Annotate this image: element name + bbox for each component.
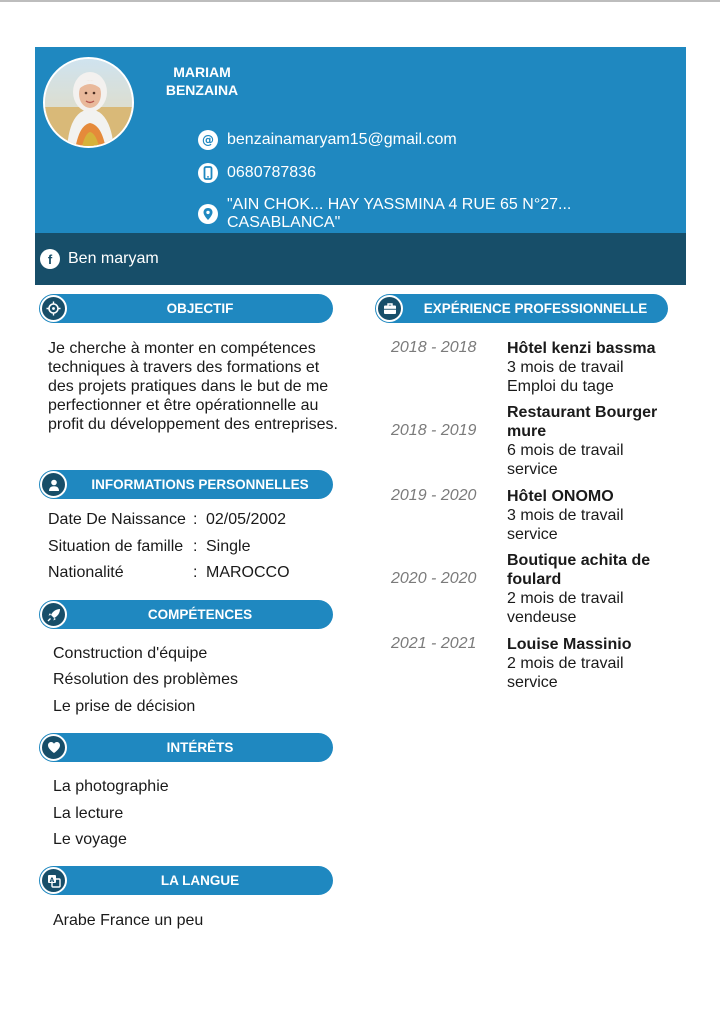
exp-entry	[507, 403, 667, 479]
section-competences-header	[39, 600, 333, 629]
exp-company: Louise Massinio	[507, 636, 632, 653]
section-objectif-header	[39, 294, 333, 323]
exp-role: Emploi du tage	[507, 378, 614, 395]
section-title: INFORMATIONS PERSONNELLES	[91, 477, 309, 492]
facebook-icon: f	[40, 249, 60, 269]
cv-header	[35, 47, 686, 233]
exp-duration: 2 mois de travail	[507, 655, 624, 672]
section-interets-header	[39, 733, 333, 762]
phone[interactable]: 0680787836	[227, 164, 316, 181]
section-title: INTÉRÊTS	[166, 740, 234, 755]
exp-duration: 6 mois de travail	[507, 442, 624, 459]
exp-company: Boutique achita de foulard	[507, 552, 651, 588]
full-name	[147, 63, 257, 99]
exp-years: 2021 - 2021	[391, 635, 477, 652]
exp-company: Hôtel kenzi bassma	[507, 340, 656, 357]
info-colon: :	[193, 564, 198, 581]
list-item: La photographie	[53, 778, 169, 795]
section-title: EXPÉRIENCE PROFESSIONNELLE	[423, 301, 648, 316]
info-label: Date De Naissance	[48, 511, 186, 528]
info-value: MAROCCO	[206, 564, 290, 581]
info-value: Single	[206, 538, 251, 555]
exp-years: 2020 - 2020	[391, 570, 477, 587]
exp-entry	[507, 487, 667, 544]
list-item: Arabe France un peu	[53, 912, 204, 929]
exp-entry	[507, 551, 667, 627]
section-title: OBJECTIF	[166, 301, 234, 316]
info-label: Nationalité	[48, 564, 124, 581]
at-icon	[198, 130, 218, 150]
section-infos-header	[39, 470, 333, 499]
top-divider	[0, 0, 720, 2]
objectif-text: Je cherche à monter en compétences techniques à travers des formations et des projets pratiques dans le but de me perfectionner et être opérationnelle au profit du développement des entreprises.	[48, 340, 338, 433]
section-experience-header	[375, 294, 668, 323]
exp-entry	[507, 339, 667, 396]
last-name: BENZAINA	[165, 82, 239, 98]
address-row	[198, 196, 686, 232]
list-item: Résolution des problèmes	[53, 671, 238, 688]
exp-years: 2018 - 2018	[391, 339, 477, 356]
target-icon	[40, 295, 67, 322]
section-title: COMPÉTENCES	[147, 607, 253, 622]
exp-role: service	[507, 674, 558, 691]
exp-duration: 3 mois de travail	[507, 359, 624, 376]
facebook-name[interactable]: Ben maryam	[68, 250, 159, 267]
list-item: Construction d'équipe	[53, 645, 208, 662]
exp-years: 2018 - 2019	[391, 422, 477, 439]
location-icon	[198, 204, 218, 224]
exp-company: Hôtel ONOMO	[507, 488, 614, 505]
profile-photo	[45, 59, 134, 148]
info-row-birthdate	[48, 511, 286, 529]
list-item: Le prise de décision	[53, 698, 196, 715]
exp-role: vendeuse	[507, 609, 577, 626]
social-bar	[35, 233, 686, 285]
exp-role: service	[507, 526, 558, 543]
exp-entry	[507, 635, 667, 692]
info-value: 02/05/2002	[206, 511, 287, 528]
person-icon	[40, 471, 67, 498]
list-item: La lecture	[53, 805, 124, 822]
exp-company: Restaurant Bourger mure	[507, 404, 658, 440]
phone-icon	[198, 163, 218, 183]
avatar	[43, 57, 134, 148]
exp-duration: 2 mois de travail	[507, 590, 624, 607]
info-colon: :	[193, 511, 198, 528]
exp-duration: 3 mois de travail	[507, 507, 624, 524]
exp-years: 2019 - 2020	[391, 487, 477, 504]
svg-text:@: @	[202, 133, 214, 147]
section-title: LA LANGUE	[160, 873, 240, 888]
rocket-icon	[40, 601, 67, 628]
address: "AIN CHOK... HAY YASSMINA 4 RUE 65 N°27... CASABLANCA"	[227, 196, 572, 231]
list-item: Le voyage	[53, 831, 127, 848]
email[interactable]: benzainamaryam15@gmail.com	[227, 131, 457, 148]
section-langue-header	[39, 866, 333, 895]
email-row	[198, 130, 457, 150]
info-row-family	[48, 538, 250, 556]
phone-row	[198, 163, 316, 183]
heart-icon	[40, 734, 67, 761]
info-colon: :	[193, 538, 198, 555]
info-label: Situation de famille	[48, 538, 184, 555]
info-row-nationality	[48, 564, 290, 582]
translate-icon	[40, 867, 67, 894]
svg-text:A: A	[49, 876, 54, 884]
exp-role: service	[507, 461, 558, 478]
first-name: MARIAM	[173, 64, 231, 80]
briefcase-icon	[376, 295, 403, 322]
